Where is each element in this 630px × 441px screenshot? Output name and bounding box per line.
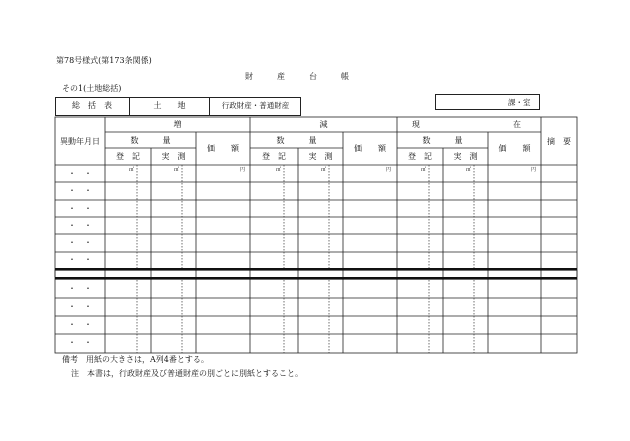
date-column-header: 異動年月日 bbox=[60, 137, 100, 146]
date-cell[interactable]: ・ ・ bbox=[68, 338, 92, 347]
current-value-header: 価 額 bbox=[498, 144, 531, 153]
current-header-end: 在 bbox=[513, 120, 521, 129]
current-header: 現 bbox=[412, 120, 420, 129]
date-cell[interactable]: ・ ・ bbox=[68, 255, 92, 264]
current-act-header: 実 測 bbox=[453, 152, 478, 161]
increase-reg-header: 登 記 bbox=[116, 152, 140, 161]
increase-header: 増 bbox=[173, 120, 182, 129]
unit-yen: 円 bbox=[386, 167, 392, 173]
decrease-act-header: 実 測 bbox=[308, 152, 333, 161]
unit-yen: 円 bbox=[531, 167, 537, 173]
unit-sqm: ㎡ bbox=[321, 167, 327, 173]
increase-qty-header: 数 量 bbox=[130, 136, 171, 145]
note-paper-size: 備考 用紙の大きさは，A列4番とする。 bbox=[62, 355, 209, 364]
note-separate-sheets: 注 本書は，行政財産及び普通財産の別ごとに別紙とすること。 bbox=[71, 369, 303, 378]
increase-value-header: 価 額 bbox=[207, 144, 239, 153]
land-label: 土 地 bbox=[153, 101, 186, 110]
unit-sqm: ㎡ bbox=[421, 167, 427, 173]
current-qty-header: 数 量 bbox=[422, 136, 463, 145]
date-cell[interactable]: ・ ・ bbox=[68, 169, 92, 178]
unit-sqm: ㎡ bbox=[174, 167, 180, 173]
current-reg-header: 登 記 bbox=[408, 152, 432, 161]
date-cell[interactable]: ・ ・ bbox=[68, 302, 92, 311]
decrease-qty-header: 数 量 bbox=[276, 136, 317, 145]
department-label: 課・室 bbox=[508, 98, 531, 107]
date-cell[interactable]: ・ ・ bbox=[68, 320, 92, 329]
date-cell[interactable]: ・ ・ bbox=[68, 284, 92, 293]
property-type-label: 行政財産・普通財産 bbox=[221, 101, 290, 110]
summary-label: 総 括 表 bbox=[72, 101, 112, 110]
unit-sqm: ㎡ bbox=[129, 167, 135, 173]
form-subtitle: その1(土地総括) bbox=[62, 84, 122, 93]
decrease-header: 減 bbox=[319, 120, 328, 129]
date-cell[interactable]: ・ ・ bbox=[68, 238, 92, 247]
unit-sqm: ㎡ bbox=[466, 167, 472, 173]
date-cell[interactable]: ・ ・ bbox=[68, 204, 92, 213]
date-cell[interactable]: ・ ・ bbox=[68, 186, 92, 195]
decrease-value-header: 価 額 bbox=[354, 144, 386, 153]
unit-yen: 円 bbox=[240, 167, 246, 173]
form-number: 第78号様式(第173条関係) bbox=[56, 56, 152, 65]
decrease-reg-header: 登 記 bbox=[262, 152, 286, 161]
remarks-header: 摘 要 bbox=[547, 137, 571, 146]
page-title: 財 産 台 帳 bbox=[245, 72, 349, 81]
increase-act-header: 実 測 bbox=[161, 152, 186, 161]
date-cell[interactable]: ・ ・ bbox=[68, 221, 92, 230]
unit-sqm: ㎡ bbox=[276, 167, 282, 173]
